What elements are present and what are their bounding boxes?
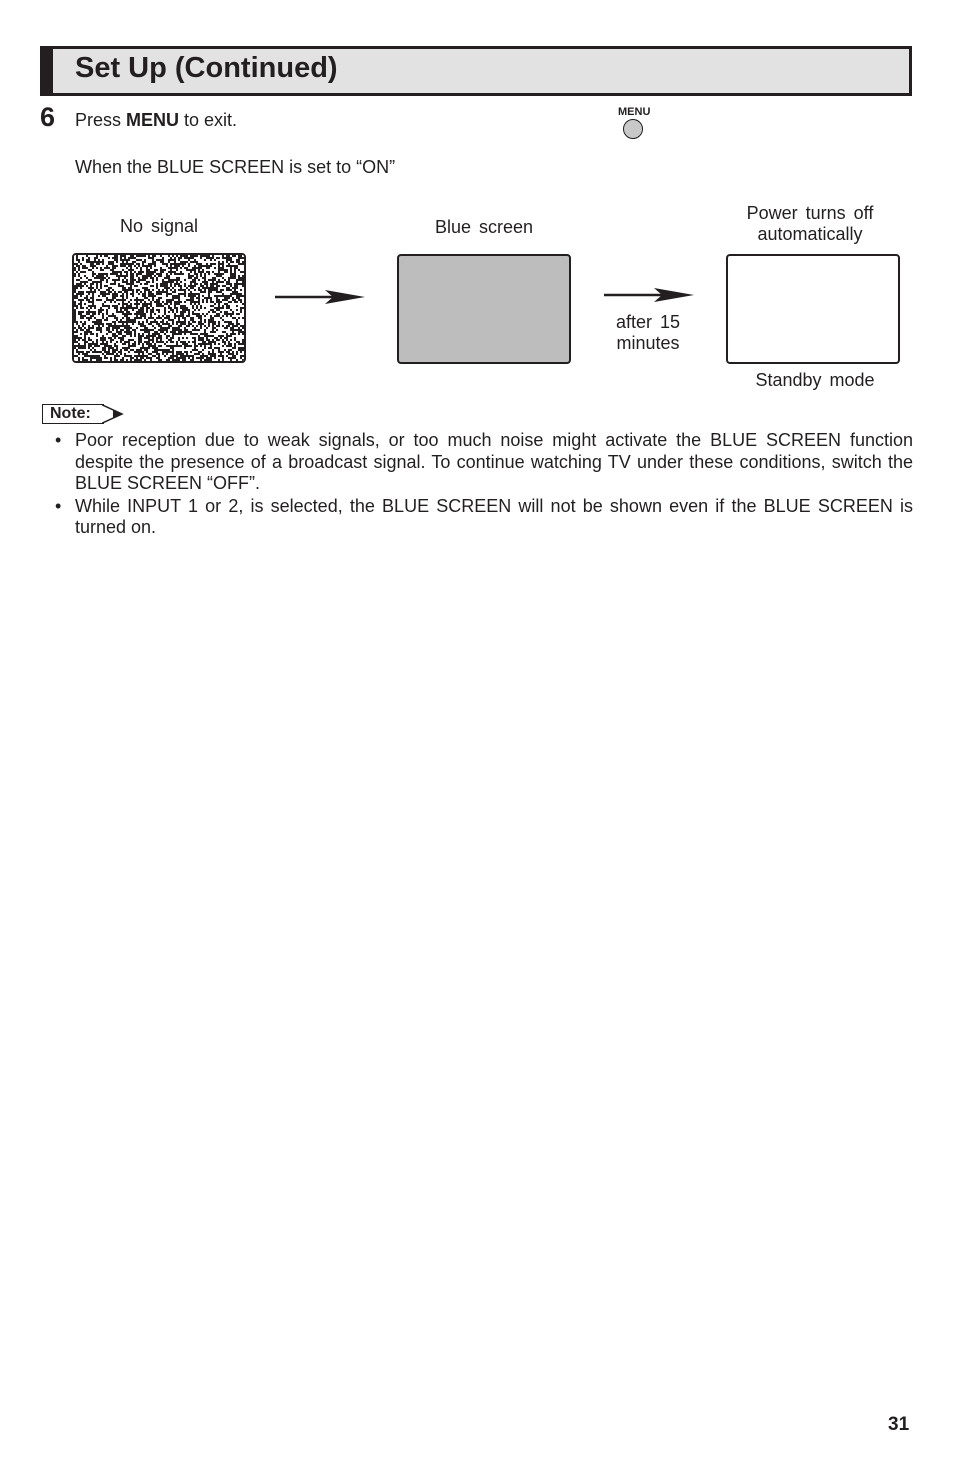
menu-button-label: MENU bbox=[618, 106, 651, 118]
step-instruction bbox=[75, 110, 237, 131]
step-text-after: to exit. bbox=[179, 110, 238, 130]
condition-text: When the BLUE SCREEN is set to “ON” bbox=[75, 157, 396, 177]
note-item-text: Poor reception due to weak signals, or too much noise might activate the BLUE SCREEN function despite the presence of a broadcast signal. To continue watching TV under these conditions, switch the BLUE SCREEN “OFF”. bbox=[75, 430, 913, 493]
remote-button-icon bbox=[623, 119, 643, 139]
page-title: Set Up (Continued) bbox=[75, 52, 338, 84]
standby-screen bbox=[726, 254, 900, 364]
page-number: 31 bbox=[888, 1414, 910, 1435]
note-item-text: While INPUT 1 or 2, is selected, the BLUE SCREEN will not be shown even if the BLUE SCREEN is turned on. bbox=[75, 495, 913, 537]
note-tag bbox=[42, 404, 104, 424]
note-item bbox=[55, 496, 913, 539]
step-text-before: Press bbox=[75, 110, 127, 130]
timer-label-line1: after 15 bbox=[615, 312, 681, 332]
note-item bbox=[55, 430, 913, 495]
step-number: 6 bbox=[40, 102, 56, 132]
arrow-right-icon bbox=[275, 288, 367, 306]
menu-key-name: MENU bbox=[126, 110, 180, 130]
blue-screen-label: Blue screen bbox=[434, 217, 534, 237]
power-off-label-line1: Power turns off bbox=[746, 203, 874, 223]
section-title-bar bbox=[40, 46, 912, 96]
timer-label-line2: minutes bbox=[616, 333, 680, 353]
standby-mode-label: Standby mode bbox=[755, 370, 875, 390]
note-list bbox=[55, 430, 913, 540]
bullet-icon: • bbox=[55, 430, 62, 450]
power-off-label bbox=[722, 203, 898, 245]
no-signal-label: No signal bbox=[119, 216, 199, 236]
timer-label bbox=[596, 312, 700, 354]
arrow-right-icon bbox=[604, 286, 696, 304]
note-label: Note: bbox=[50, 405, 91, 422]
static-noise-icon bbox=[74, 255, 244, 361]
blue-screen-display bbox=[397, 254, 571, 364]
no-signal-screen bbox=[72, 253, 246, 363]
bullet-icon: • bbox=[55, 495, 62, 516]
note-pointer-icon bbox=[102, 404, 126, 424]
power-off-label-line2: automatically bbox=[757, 224, 863, 244]
